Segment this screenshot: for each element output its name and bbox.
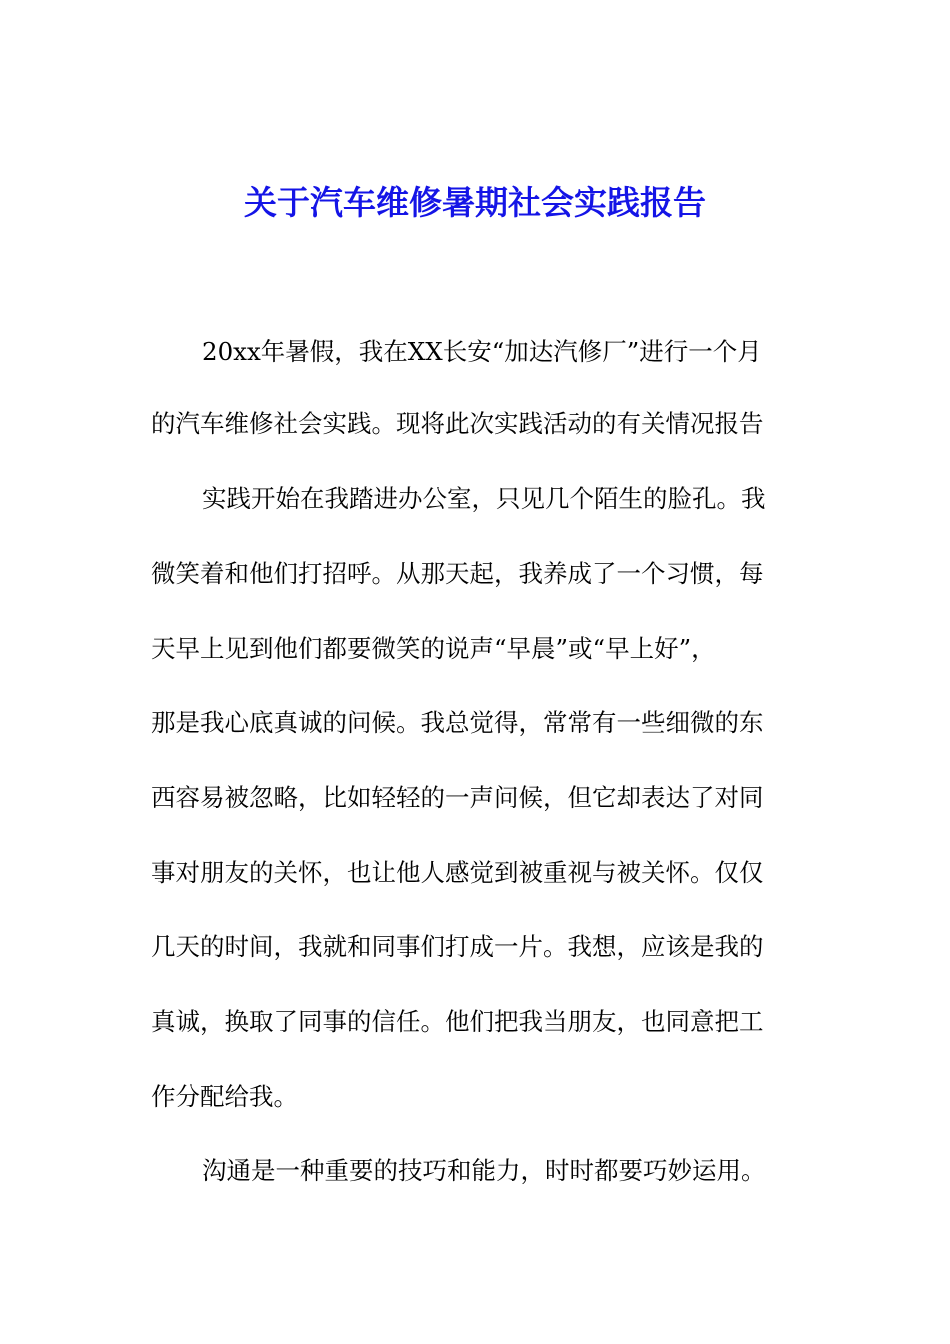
paragraph-line: 那是我心底真诚的问候。我总觉得，常常有一些细微的东 (151, 708, 764, 737)
paragraph-line: 实践开始在我踏进办公室，只见几个陌生的脸孔。我 (202, 484, 766, 513)
paragraph-line: 西容易被忽略，比如轻轻的一声问候，但它却表达了对同 (151, 783, 764, 812)
paragraph-line: 天早上见到他们都要微笑的说声“早晨”或“早上好”， (151, 634, 716, 663)
paragraph-line: 几天的时间，我就和同事们打成一片。我想，应该是我的 (151, 932, 764, 961)
paragraph-line: 沟通是一种重要的技巧和能力，时时都要巧妙运用。 (202, 1156, 766, 1185)
paragraph-line: 事对朋友的关怀，也让他人感觉到被重视与被关怀。仅仅 (151, 858, 764, 887)
paragraph-line: 真诚，换取了同事的信任。他们把我当朋友，也同意把工 (151, 1007, 764, 1036)
page-title: 关于汽车维修暑期社会实践报告 (244, 183, 706, 222)
paragraph-line: 作分配给我。 (151, 1082, 298, 1111)
paragraph-line: 微笑着和他们打招呼。从那天起，我养成了一个习惯，每 (151, 559, 764, 588)
paragraph-line: 的汽车维修社会实践。现将此次实践活动的有关情况报告 (151, 409, 764, 438)
paragraph-line: 20xx年暑假，我在XX长安“加达汽修厂”进行一个月 (202, 337, 762, 366)
